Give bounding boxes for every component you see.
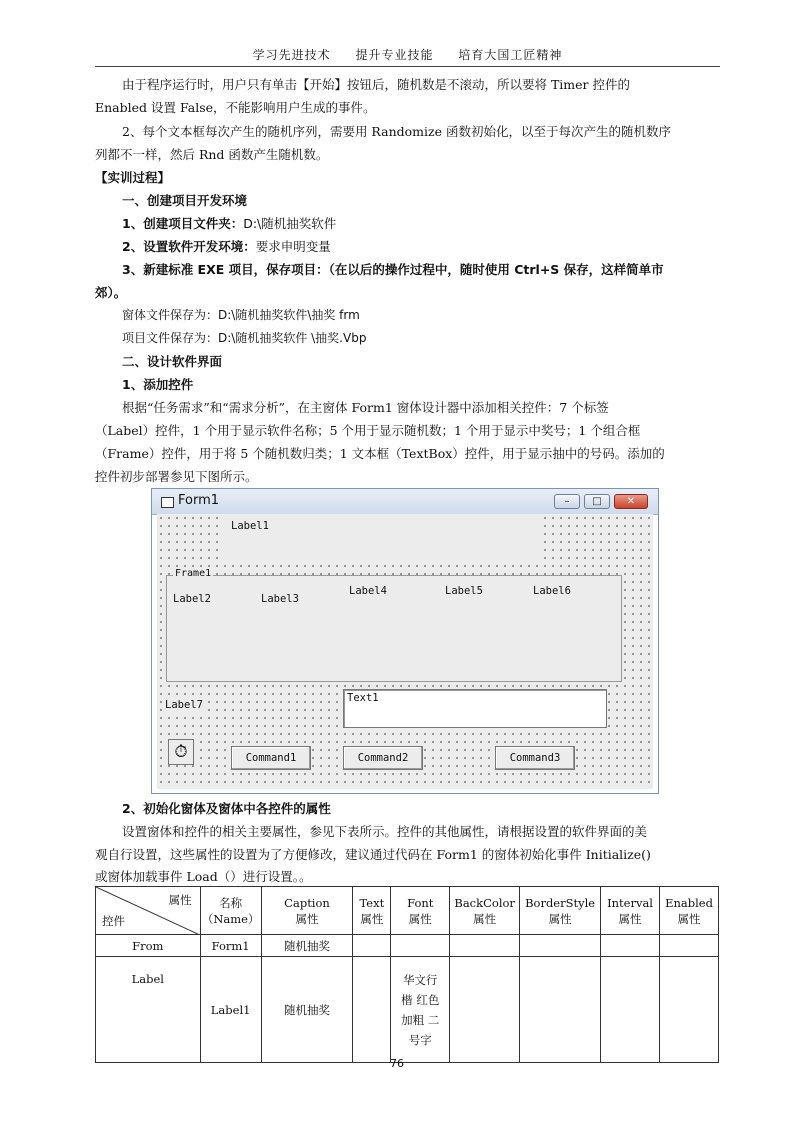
header-cell bbox=[391, 887, 450, 935]
table-cell bbox=[450, 957, 520, 1063]
command1-button[interactable]: Command1 bbox=[231, 746, 311, 770]
step-label: 1、创建项目文件夹： bbox=[122, 216, 244, 231]
page-number: 76 bbox=[390, 1057, 404, 1070]
font-cell bbox=[391, 957, 450, 1063]
command2-button[interactable]: Command2 bbox=[343, 746, 423, 770]
paragraph-line: 设置窗体和控件的相关主要属性，参见下表所示。控件的其他属性，请根据设置的软件界面的美 bbox=[122, 824, 648, 839]
header-cell bbox=[353, 887, 391, 935]
header-line: 属性 bbox=[360, 911, 384, 926]
form-titlebar bbox=[152, 489, 658, 515]
corner-cell bbox=[96, 887, 201, 935]
table-cell bbox=[601, 935, 660, 957]
header-item: 培育大国工匠精神 bbox=[458, 48, 563, 62]
header-line: 属性 bbox=[295, 911, 319, 926]
step-value: 要求申明变量 bbox=[255, 239, 331, 254]
text1-control[interactable]: Text1 bbox=[343, 689, 607, 728]
table-cell: Label1 bbox=[200, 957, 261, 1063]
frame1-control[interactable] bbox=[166, 568, 622, 682]
section-heading: 【实训过程】 bbox=[95, 170, 171, 185]
step-label: 2、设置软件开发环境： bbox=[122, 239, 256, 254]
save-path-form: 窗体文件保存为：D:\随机抽奖软件\抽奖 frm bbox=[122, 308, 360, 322]
table-row bbox=[96, 935, 719, 957]
sub-heading: 1、添加控件 bbox=[122, 377, 194, 392]
vb-form-window bbox=[151, 488, 659, 794]
table-header-row bbox=[96, 887, 719, 935]
minimize-button[interactable]: – bbox=[554, 494, 580, 509]
label6-control[interactable]: Label6 bbox=[533, 585, 571, 597]
header-line: 属性 bbox=[548, 911, 572, 926]
header-cell bbox=[450, 887, 520, 935]
table-cell bbox=[391, 935, 450, 957]
step-line: 郊）。 bbox=[95, 285, 127, 300]
frame1-caption: Frame1 bbox=[175, 568, 212, 579]
table-cell bbox=[450, 935, 520, 957]
step-line: 3、新建标准 EXE 项目，保存项目：（在以后的操作过程中，随时使用 Ctrl+S 保存，这样简单市 bbox=[122, 262, 664, 277]
header-cell bbox=[520, 887, 601, 935]
table-cell bbox=[601, 957, 660, 1063]
table-cell bbox=[520, 935, 601, 957]
paragraph-line: 根据“任务需求”和“需求分析”，在主窗体 Form1 窗体设计器中添加相关控件：7 个标签 bbox=[122, 400, 609, 415]
paragraph-line: 列都不一样，然后 Rnd 函数产生随机数。 bbox=[95, 147, 329, 162]
step-value: D:\随机抽奖软件 bbox=[243, 216, 337, 231]
form-icon bbox=[161, 497, 174, 508]
table-cell: 随机抽奖 bbox=[261, 957, 353, 1063]
font-line: 号字 bbox=[408, 1032, 432, 1047]
page-header bbox=[95, 46, 720, 67]
font-line: 加粗 二 bbox=[401, 1012, 440, 1027]
header-line: 名称 bbox=[219, 895, 243, 910]
table-cell bbox=[660, 935, 719, 957]
font-line: 华文行 bbox=[403, 972, 438, 987]
header-item: 学习先进技术 bbox=[252, 48, 331, 62]
table-cell bbox=[660, 957, 719, 1063]
table-cell bbox=[353, 957, 391, 1063]
header-line: 属性 bbox=[677, 911, 701, 926]
table-cell: From bbox=[96, 935, 201, 957]
property-table bbox=[95, 886, 719, 1063]
header-line: 属性 bbox=[408, 911, 432, 926]
header-cell bbox=[660, 887, 719, 935]
label5-control[interactable]: Label5 bbox=[445, 585, 483, 597]
form-title: Form1 bbox=[178, 493, 220, 508]
save-path-project: 项目文件保存为：D:\随机抽奖软件 \抽奖.Vbp bbox=[122, 331, 367, 345]
paragraph-line: Enabled 设置 False，不能影响用户生成的事件。 bbox=[95, 100, 376, 115]
sub-heading: 2、初始化窗体及窗体中各控件的属性 bbox=[122, 801, 331, 816]
table-row bbox=[96, 957, 719, 1063]
step-line bbox=[95, 212, 747, 236]
label7-control[interactable]: Label7 bbox=[165, 699, 203, 711]
table-cell: Form1 bbox=[200, 935, 261, 957]
label1-control[interactable]: Label1 bbox=[223, 514, 539, 562]
header-line: BackColor bbox=[454, 895, 515, 910]
label3-control[interactable]: Label3 bbox=[261, 593, 299, 605]
paragraph-line: 观自行设置，这些属性的设置为了方便修改，建议通过代码在 Form1 的窗体初始化事件 Initialize() bbox=[95, 847, 651, 862]
command3-button[interactable]: Command3 bbox=[495, 746, 575, 770]
header-line: 属性 bbox=[618, 911, 642, 926]
table-cell bbox=[353, 935, 391, 957]
corner-top-label: 属性 bbox=[168, 893, 192, 907]
paragraph-line: （Frame）控件，用于将 5 个随机数归类；1 文本框（TextBox）控件，用于显示抽中的号码。添加的 bbox=[95, 446, 665, 461]
paragraph-line: 或窗体加载事件 Load（）进行设置。。 bbox=[95, 869, 312, 884]
paragraph-line: 由于程序运行时，用户只有单击【开始】按钮后，随机数是不滚动，所以要将 Timer 控件的 bbox=[122, 77, 631, 92]
paragraph-line: （Label）控件，1 个用于显示软件名称；5 个用于显示随机数；1 个用于显示中奖号；1 个组合框 bbox=[95, 423, 641, 438]
header-line: Enabled bbox=[665, 895, 713, 910]
header-item: 提升专业技能 bbox=[355, 48, 434, 62]
table-cell: Label bbox=[96, 957, 201, 1063]
header-cell bbox=[261, 887, 353, 935]
section-heading: 二、设计软件界面 bbox=[122, 354, 223, 369]
header-line: Caption bbox=[284, 895, 330, 910]
form-client-area bbox=[157, 514, 653, 789]
font-line: 楷 红色 bbox=[401, 992, 440, 1007]
header-line: （Name） bbox=[201, 911, 260, 926]
header-line: Text bbox=[359, 895, 385, 910]
step-line bbox=[95, 235, 747, 259]
paragraph-line: 2、每个文本框每次产生的随机序列，需要用 Randomize 函数初始化，以至于每次产生的随机数序 bbox=[122, 124, 671, 139]
table-cell bbox=[520, 957, 601, 1063]
label4-control[interactable]: Label4 bbox=[349, 585, 387, 597]
table-cell: 随机抽奖 bbox=[261, 935, 353, 957]
header-line: Font bbox=[407, 895, 434, 910]
header-line: BorderStyle bbox=[525, 895, 596, 910]
corner-bottom-label: 控件 bbox=[102, 914, 125, 928]
paragraph-line: 控件初步部署参见下图所示。 bbox=[95, 469, 258, 484]
header-cell bbox=[601, 887, 660, 935]
header-line: 属性 bbox=[473, 911, 497, 926]
header-line: Interval bbox=[607, 895, 653, 910]
maximize-button[interactable]: □ bbox=[584, 494, 610, 509]
label2-control[interactable]: Label2 bbox=[173, 593, 211, 605]
close-button[interactable]: ✕ bbox=[614, 494, 648, 509]
header-cell bbox=[200, 887, 261, 935]
timer-icon[interactable]: ⏱ bbox=[168, 739, 194, 765]
section-heading: 一、创建项目开发环境 bbox=[122, 193, 248, 208]
